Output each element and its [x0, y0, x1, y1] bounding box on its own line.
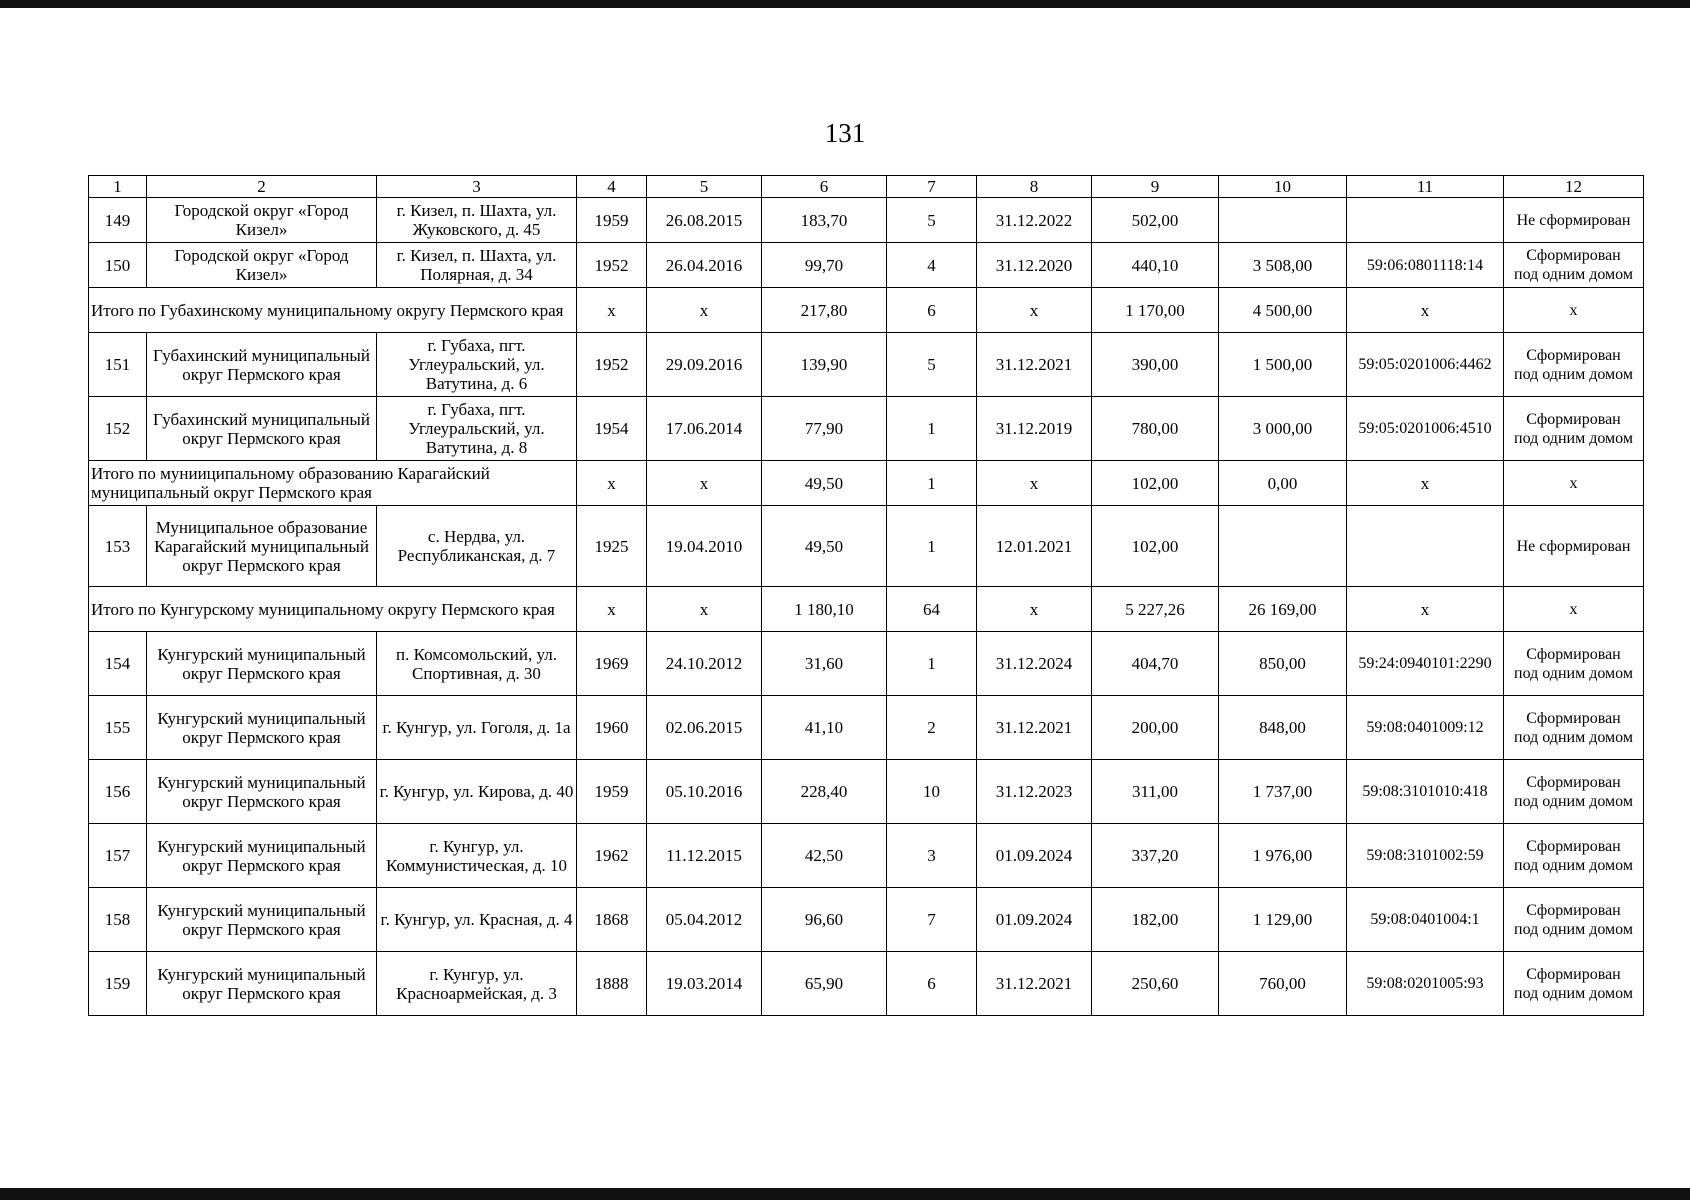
subtotal-row [89, 288, 1644, 333]
table-cell: г. Губаха, пгт. Углеуральский, ул. Ватутина, д. 6 [377, 333, 577, 397]
table-cell: Сформирован под одним домом [1504, 760, 1644, 824]
table-cell: Кунгурский муниципальный округ Пермского края [147, 824, 377, 888]
subtotal-cell: 102,00 [1092, 461, 1219, 506]
table-cell [1219, 198, 1347, 243]
table-cell: г. Кунгур, ул. Красная, д. 4 [377, 888, 577, 952]
subtotal-cell: 1 180,10 [762, 587, 887, 632]
subtotal-cell: х [1347, 461, 1504, 506]
table-cell: г. Кунгур, ул. Коммунистическая, д. 10 [377, 824, 577, 888]
table-cell: Сформирован под одним домом [1504, 333, 1644, 397]
subtotal-cell: 217,80 [762, 288, 887, 333]
subtotal-row [89, 587, 1644, 632]
column-number: 1 [89, 176, 147, 198]
table-cell: 502,00 [1092, 198, 1219, 243]
table-cell: Городской округ «Город Кизел» [147, 243, 377, 288]
table-cell: 05.04.2012 [647, 888, 762, 952]
table-cell: Сформирован под одним домом [1504, 632, 1644, 696]
table-cell: 31.12.2023 [977, 760, 1092, 824]
table-cell: 159 [89, 952, 147, 1016]
table-cell: 3 [887, 824, 977, 888]
table-cell: 59:08:0201005:93 [1347, 952, 1504, 1016]
table-cell: 3 000,00 [1219, 397, 1347, 461]
table-cell: Сформирован под одним домом [1504, 696, 1644, 760]
table-cell: Муниципальное образование Карагайский муниципальный округ Пермского края [147, 506, 377, 587]
table-cell: 1952 [577, 333, 647, 397]
subtotal-cell: х [1504, 461, 1644, 506]
table-row [89, 632, 1644, 696]
table-cell: 19.03.2014 [647, 952, 762, 1016]
table-cell: 31.12.2024 [977, 632, 1092, 696]
table-cell: 311,00 [1092, 760, 1219, 824]
table-cell: 41,10 [762, 696, 887, 760]
table-cell: 1959 [577, 760, 647, 824]
table-cell: 02.06.2015 [647, 696, 762, 760]
housing-register-table [88, 175, 1644, 1016]
subtotal-cell: х [1504, 288, 1644, 333]
subtotal-cell: х [1347, 288, 1504, 333]
table-cell: 17.06.2014 [647, 397, 762, 461]
subtotal-cell: х [1347, 587, 1504, 632]
subtotal-cell: 1 170,00 [1092, 288, 1219, 333]
column-number: 4 [577, 176, 647, 198]
column-number: 10 [1219, 176, 1347, 198]
table-cell: 1960 [577, 696, 647, 760]
table-cell: 228,40 [762, 760, 887, 824]
table-cell: 1952 [577, 243, 647, 288]
table-row [89, 506, 1644, 587]
subtotal-cell: х [577, 288, 647, 333]
table-cell: 31,60 [762, 632, 887, 696]
table-cell: 157 [89, 824, 147, 888]
table-cell: г. Губаха, пгт. Углеуральский, ул. Ватутина, д. 8 [377, 397, 577, 461]
page-number: 131 [824, 118, 866, 148]
table-cell: 390,00 [1092, 333, 1219, 397]
subtotal-cell: 6 [887, 288, 977, 333]
table-cell: 49,50 [762, 506, 887, 587]
table-cell: 59:08:3101010:418 [1347, 760, 1504, 824]
table-cell: Городской округ «Город Кизел» [147, 198, 377, 243]
table-cell: 59:08:0401009:12 [1347, 696, 1504, 760]
table-cell: 96,60 [762, 888, 887, 952]
subtotal-cell: 26 169,00 [1219, 587, 1347, 632]
table-cell: 850,00 [1219, 632, 1347, 696]
table-cell: 1 [887, 506, 977, 587]
subtotal-cell: х [647, 587, 762, 632]
table-cell: г. Кунгур, ул. Кирова, д. 40 [377, 760, 577, 824]
table-cell: 1 129,00 [1219, 888, 1347, 952]
table-cell: Кунгурский муниципальный округ Пермского края [147, 696, 377, 760]
table-cell: 11.12.2015 [647, 824, 762, 888]
table-cell: 151 [89, 333, 147, 397]
column-number: 6 [762, 176, 887, 198]
subtotal-cell: 5 227,26 [1092, 587, 1219, 632]
table-cell: Сформирован под одним домом [1504, 824, 1644, 888]
table-cell: Сформирован под одним домом [1504, 397, 1644, 461]
table-cell: г. Кизел, п. Шахта, ул. Полярная, д. 34 [377, 243, 577, 288]
table-cell: 5 [887, 333, 977, 397]
subtotal-cell: х [977, 587, 1092, 632]
table-cell: г. Кунгур, ул. Гоголя, д. 1а [377, 696, 577, 760]
table-row [89, 333, 1644, 397]
table-cell: 1954 [577, 397, 647, 461]
table-cell: 149 [89, 198, 147, 243]
table-cell: 10 [887, 760, 977, 824]
table-cell: Кунгурский муниципальный округ Пермского края [147, 632, 377, 696]
subtotal-cell: х [577, 587, 647, 632]
table-cell: 780,00 [1092, 397, 1219, 461]
table-cell: 7 [887, 888, 977, 952]
table-cell: 200,00 [1092, 696, 1219, 760]
table-row [89, 760, 1644, 824]
subtotal-cell: х [577, 461, 647, 506]
table-cell: 42,50 [762, 824, 887, 888]
table-body [89, 176, 1644, 1016]
scan-edge-top [0, 0, 1690, 8]
table-row [89, 952, 1644, 1016]
column-number: 9 [1092, 176, 1219, 198]
table-cell: 1868 [577, 888, 647, 952]
table-cell: 31.12.2021 [977, 696, 1092, 760]
table-cell: Кунгурский муниципальный округ Пермского края [147, 952, 377, 1016]
table-cell: 1969 [577, 632, 647, 696]
table-cell: 01.09.2024 [977, 888, 1092, 952]
table-cell: 182,00 [1092, 888, 1219, 952]
subtotal-label: Итого по Кунгурскому муниципальному округу Пермского края [89, 587, 577, 632]
scan-edge-bottom [0, 1188, 1690, 1200]
table-cell: 6 [887, 952, 977, 1016]
table-cell: 152 [89, 397, 147, 461]
table-cell: 5 [887, 198, 977, 243]
table-cell: 59:08:0401004:1 [1347, 888, 1504, 952]
table-cell: 404,70 [1092, 632, 1219, 696]
table-row [89, 888, 1644, 952]
table-cell: Сформирован под одним домом [1504, 952, 1644, 1016]
column-number: 5 [647, 176, 762, 198]
table-cell: Губахинский муниципальный округ Пермского края [147, 397, 377, 461]
table-cell: п. Комсомольский, ул. Спортивная, д. 30 [377, 632, 577, 696]
table-cell: 1925 [577, 506, 647, 587]
table-cell: Сформирован под одним домом [1504, 888, 1644, 952]
table-cell: 1 976,00 [1219, 824, 1347, 888]
table-cell: 1962 [577, 824, 647, 888]
table-cell: 250,60 [1092, 952, 1219, 1016]
table-cell: 183,70 [762, 198, 887, 243]
table-cell: Кунгурский муниципальный округ Пермского края [147, 888, 377, 952]
column-number: 3 [377, 176, 577, 198]
subtotal-cell: х [977, 288, 1092, 333]
table-cell: Не сформирован [1504, 198, 1644, 243]
table-cell: 26.04.2016 [647, 243, 762, 288]
table-cell: 31.12.2021 [977, 333, 1092, 397]
table-cell: 158 [89, 888, 147, 952]
subtotal-cell: 4 500,00 [1219, 288, 1347, 333]
column-number: 8 [977, 176, 1092, 198]
table-cell: 153 [89, 506, 147, 587]
table-cell: 01.09.2024 [977, 824, 1092, 888]
table-cell: 154 [89, 632, 147, 696]
table-cell: 19.04.2010 [647, 506, 762, 587]
subtotal-cell: х [1504, 587, 1644, 632]
table-row [89, 243, 1644, 288]
table-cell: 102,00 [1092, 506, 1219, 587]
subtotal-cell: х [977, 461, 1092, 506]
table-cell: 1 500,00 [1219, 333, 1347, 397]
table-cell: 155 [89, 696, 147, 760]
subtotal-cell: 0,00 [1219, 461, 1347, 506]
table-row [89, 397, 1644, 461]
subtotal-cell: х [647, 288, 762, 333]
table-cell: 848,00 [1219, 696, 1347, 760]
table-cell: 77,90 [762, 397, 887, 461]
table-cell: 1 737,00 [1219, 760, 1347, 824]
table-cell: 31.12.2019 [977, 397, 1092, 461]
table-cell: 31.12.2022 [977, 198, 1092, 243]
table-cell: Кунгурский муниципальный округ Пермского края [147, 760, 377, 824]
table-cell: 99,70 [762, 243, 887, 288]
table-row [89, 198, 1644, 243]
table-cell: 760,00 [1219, 952, 1347, 1016]
table-cell: 337,20 [1092, 824, 1219, 888]
table-cell: 59:24:0940101:2290 [1347, 632, 1504, 696]
table-cell: 4 [887, 243, 977, 288]
table-cell: 1888 [577, 952, 647, 1016]
table-cell: 31.12.2021 [977, 952, 1092, 1016]
table-cell: Сформирован под одним домом [1504, 243, 1644, 288]
subtotal-label: Итого по мунииципальному образованию Карагайский муниципальный округ Пермского края [89, 461, 577, 506]
table-cell: 1 [887, 632, 977, 696]
table-cell: 2 [887, 696, 977, 760]
table-cell: 59:05:0201006:4462 [1347, 333, 1504, 397]
subtotal-cell: 1 [887, 461, 977, 506]
table-cell: 05.10.2016 [647, 760, 762, 824]
table-cell [1219, 506, 1347, 587]
table-cell: 1959 [577, 198, 647, 243]
table-cell: 139,90 [762, 333, 887, 397]
table-cell: 26.08.2015 [647, 198, 762, 243]
table-cell: 29.09.2016 [647, 333, 762, 397]
table-cell: 156 [89, 760, 147, 824]
table-row [89, 696, 1644, 760]
table-cell: 1 [887, 397, 977, 461]
column-number: 11 [1347, 176, 1504, 198]
table-cell [1347, 506, 1504, 587]
table-cell: 150 [89, 243, 147, 288]
column-number-header-row [89, 176, 1644, 198]
column-number: 2 [147, 176, 377, 198]
table-cell: 31.12.2020 [977, 243, 1092, 288]
table-cell: 59:06:0801118:14 [1347, 243, 1504, 288]
table-cell: 12.01.2021 [977, 506, 1092, 587]
table-cell: Губахинский муниципальный округ Пермского края [147, 333, 377, 397]
table-cell: 24.10.2012 [647, 632, 762, 696]
table-cell: 440,10 [1092, 243, 1219, 288]
column-number: 7 [887, 176, 977, 198]
subtotal-label: Итого по Губахинскому муниципальному округу Пермского края [89, 288, 577, 333]
table-cell: 59:05:0201006:4510 [1347, 397, 1504, 461]
table-cell: 59:08:3101002:59 [1347, 824, 1504, 888]
table-cell [1347, 198, 1504, 243]
table-cell: 65,90 [762, 952, 887, 1016]
subtotal-cell: 49,50 [762, 461, 887, 506]
table-cell: г. Кунгур, ул. Красноармейская, д. 3 [377, 952, 577, 1016]
table-cell: г. Кизел, п. Шахта, ул. Жуковского, д. 45 [377, 198, 577, 243]
table-cell: 3 508,00 [1219, 243, 1347, 288]
subtotal-cell: х [647, 461, 762, 506]
subtotal-row [89, 461, 1644, 506]
column-number: 12 [1504, 176, 1644, 198]
table-cell: Не сформирован [1504, 506, 1644, 587]
subtotal-cell: 64 [887, 587, 977, 632]
table-row [89, 824, 1644, 888]
table-cell: с. Нердва, ул. Республиканская, д. 7 [377, 506, 577, 587]
